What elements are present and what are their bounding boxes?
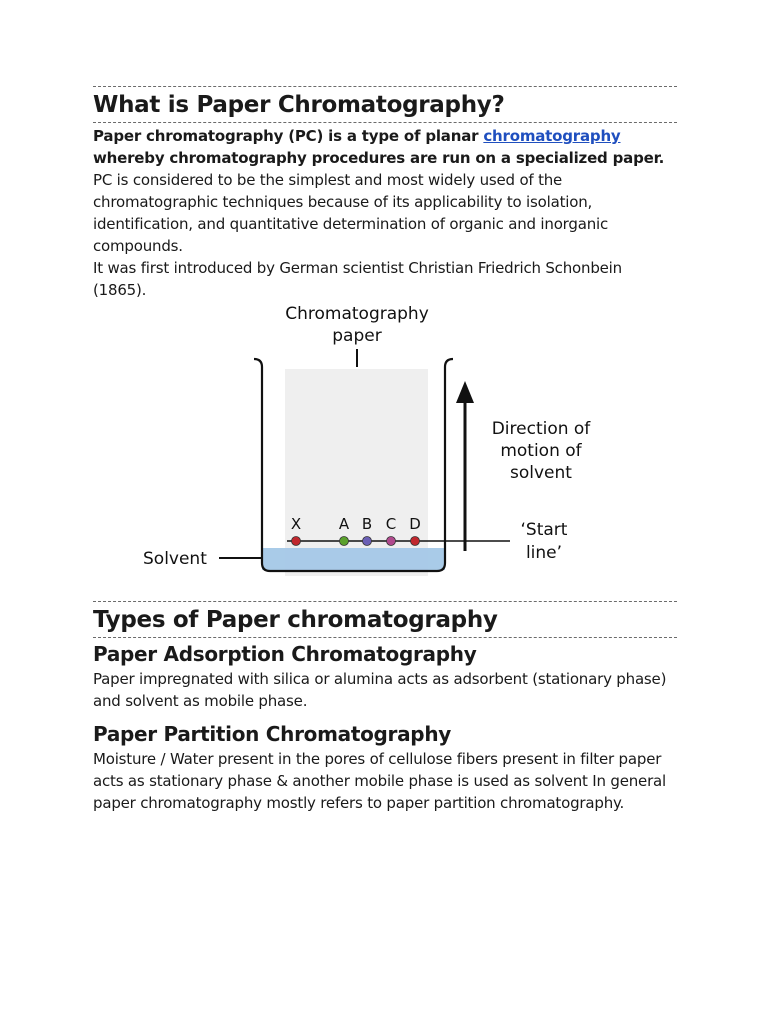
divider	[93, 637, 677, 638]
paper-label-line2: paper	[332, 326, 382, 346]
spot-label-a: A	[338, 515, 350, 533]
document-content	[93, 86, 677, 814]
divider	[93, 122, 677, 123]
bold-intro-suffix: whereby chromatography procedures are run on a specialized paper.	[93, 149, 665, 167]
spot-c	[387, 537, 396, 546]
subheading-adsorption: Paper Adsorption Chromatography	[93, 642, 477, 666]
paragraph-partition: Moisture / Water present in the pores of cellulose fibers present in filter paper acts as stationary phase & another mobile phase is used as solvent In general paper chromatography mostly refers to paper partition chromatography.	[93, 750, 666, 812]
start-label-line2: line’	[525, 543, 563, 563]
spot-a	[340, 537, 349, 546]
spot-x	[292, 537, 301, 546]
direction-label-line1: Direction of	[491, 419, 591, 439]
direction-label-line3: solvent	[510, 463, 572, 483]
solvent-label: Solvent	[143, 549, 207, 569]
section-heading-what-is: What is Paper Chromatography?	[93, 92, 505, 118]
spot-label-d: D	[409, 515, 421, 533]
spot-d	[411, 537, 420, 546]
direction-arrow-head	[456, 381, 474, 403]
chromatography-link[interactable]: chromatography	[483, 127, 621, 145]
bold-intro-prefix: Paper chromatography (PC) is a type of planar	[93, 127, 484, 145]
spot-label-c: C	[385, 515, 397, 533]
divider	[93, 86, 677, 87]
start-label-line1: ‘Start	[520, 520, 568, 540]
paper-label-line1: Chromatography	[285, 304, 429, 324]
spot-b	[363, 537, 372, 546]
direction-label-line2: motion of	[500, 441, 582, 461]
diagram-svg	[0, 301, 768, 601]
bold-intro	[93, 125, 677, 169]
section-heading-types: Types of Paper chromatography	[93, 607, 498, 633]
paragraph-pc-simplest: PC is considered to be the simplest and most widely used of the chromatographic techniques because of its applicability to isolation, identification, and quantitative determination of organic and inorganic compounds.	[93, 171, 609, 255]
divider	[93, 601, 677, 602]
paper-strip	[285, 369, 428, 576]
spot-label-x: X	[290, 515, 302, 533]
spot-label-b: B	[361, 515, 373, 533]
paragraph-adsorption: Paper impregnated with silica or alumina acts as adsorbent (stationary phase) and solvent as mobile phase.	[93, 670, 667, 710]
chromatography-diagram	[0, 301, 768, 601]
subheading-partition: Paper Partition Chromatography	[93, 722, 452, 746]
solvent-in-paper	[285, 548, 428, 570]
paragraph-introduced: It was first introduced by German scientist Christian Friedrich Schonbein (1865).	[93, 259, 622, 299]
